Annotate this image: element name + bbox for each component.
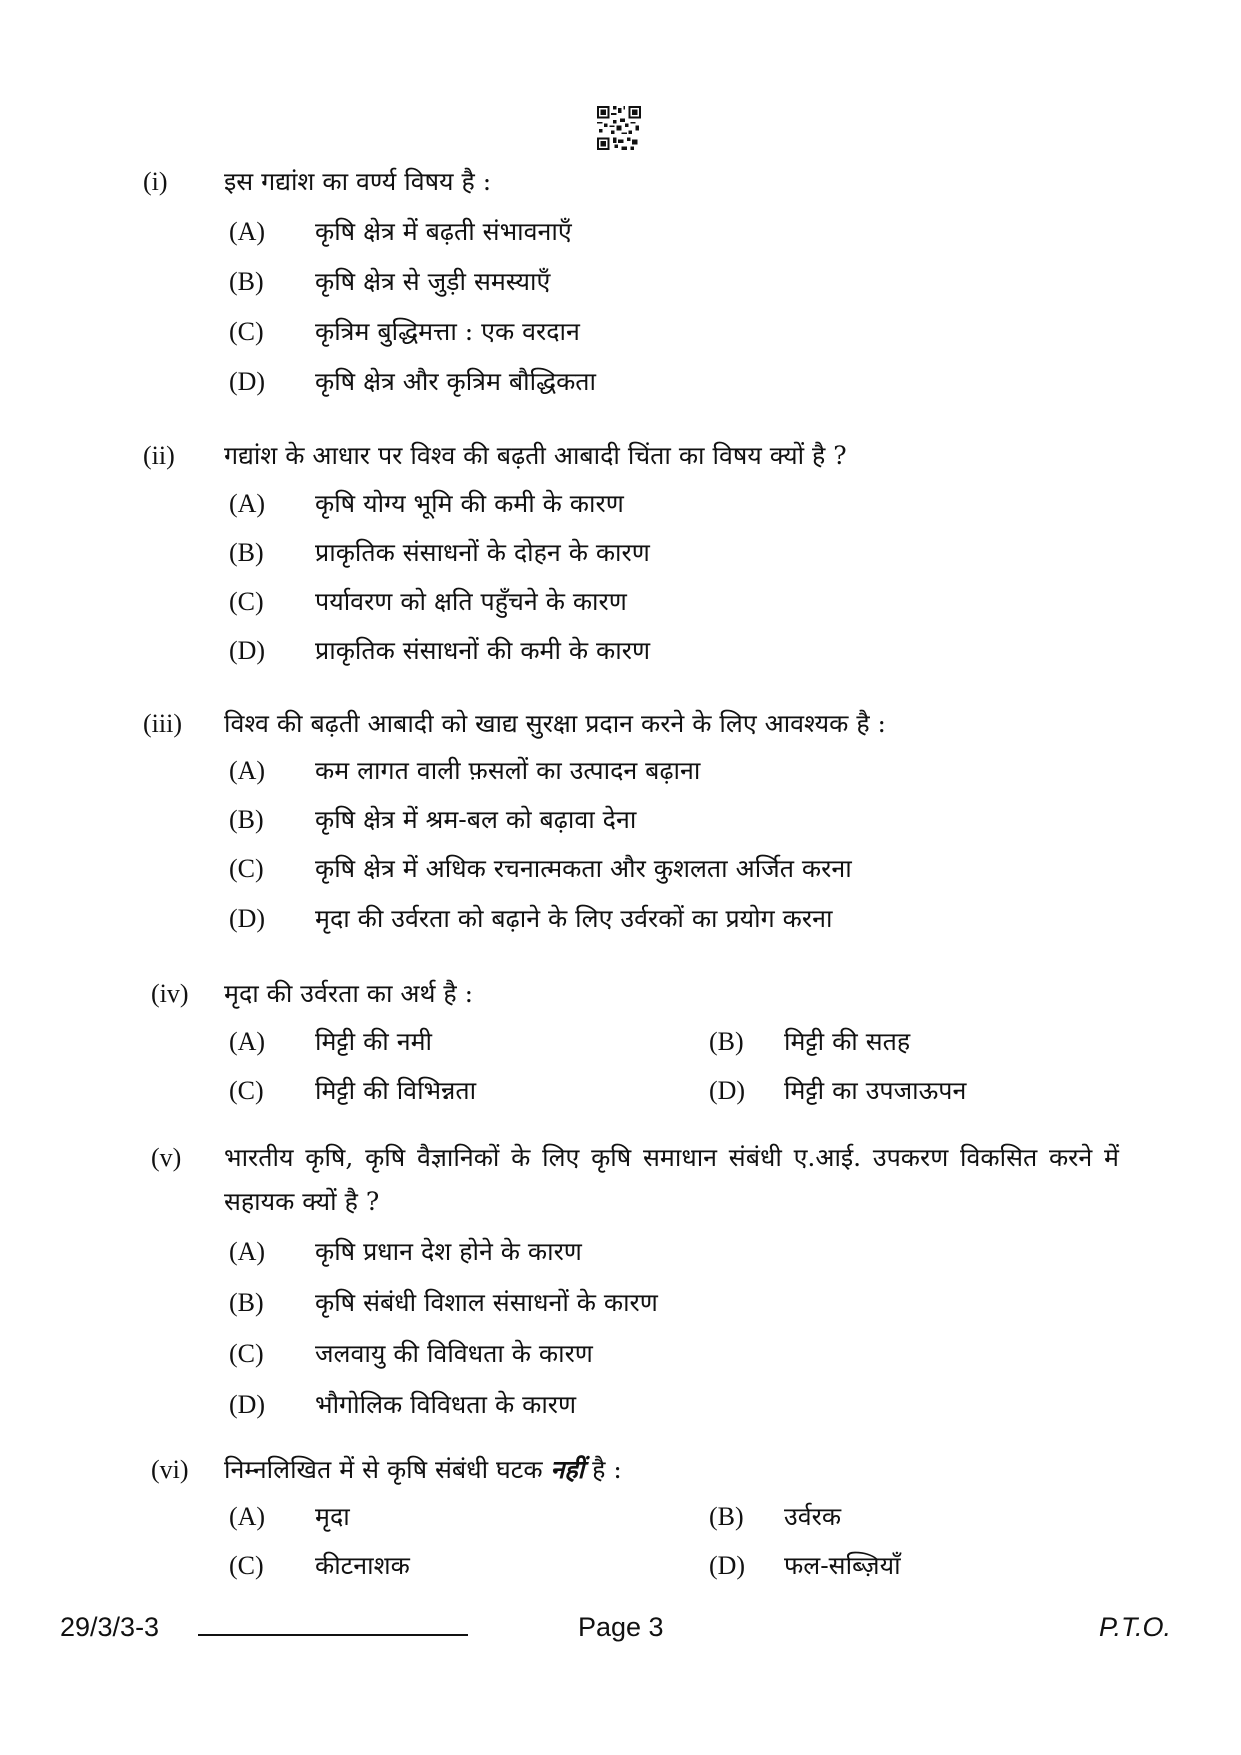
option-text: मिट्टी की सतह [784,1027,911,1056]
option-label: (B) [229,1288,264,1317]
page-number: Page 3 [578,1612,664,1642]
question-text-start: निम्नलिखित में से कृषि संबंधी घटक [224,1455,543,1484]
option-label: (B) [229,538,264,567]
option-label: (A) [229,1237,266,1266]
question-number: (iii) [143,709,182,738]
option-label: (B) [709,1502,744,1531]
option-label: (D) [229,367,266,396]
option-text: कम लागत वाली फ़सलों का उत्पादन बढ़ाना [315,756,701,785]
question-text [224,1448,1119,1492]
option-text: मिट्टी की नमी [315,1027,432,1056]
question-number: (ii) [143,441,175,470]
option-label: (D) [709,1551,746,1580]
option-text: कृषि क्षेत्र में बढ़ती संभावनाएँ [315,217,572,246]
please-turn-over: P.T.O. [1098,1612,1171,1642]
option-label: (A) [229,756,266,785]
question-number: (v) [151,1143,182,1172]
option-text: कृषि क्षेत्र से जुड़ी समस्याएँ [315,267,551,296]
option-label: (C) [229,1076,264,1105]
question-text: विश्व की बढ़ती आबादी को खाद्य सुरक्षा प्रदान करने के लिए आवश्यक है : [224,709,886,738]
page-footer [0,1612,1241,1652]
option-text: मिट्टी की विभिन्नता [315,1076,477,1105]
option-label: (A) [229,1502,266,1531]
option-text: जलवायु की विविधता के कारण [315,1339,593,1368]
option-label: (C) [229,854,264,883]
question-text: गद्यांश के आधार पर विश्व की बढ़ती आबादी चिंता का विषय क्यों है ? [224,441,847,470]
option-text: कृषि योग्य भूमि की कमी के कारण [315,489,624,518]
option-label: (D) [229,904,266,933]
question-text: मृदा की उर्वरता का अर्थ है : [224,979,474,1008]
option-text: कृषि क्षेत्र और कृत्रिम बौद्धिकता [315,367,596,396]
question-text: भारतीय कृषि, कृषि वैज्ञानिकों के लिए कृषि समाधान संबंधी ए.आई. उपकरण विकसित करने में सहायक क्यों है ? [224,1143,1119,1216]
option-label: (A) [229,217,266,246]
option-text: मिट्टी का उपजाऊपन [784,1076,967,1105]
question-text-end: है : [592,1455,622,1484]
option-label: (C) [229,1551,264,1580]
option-text: प्राकृतिक संसाधनों के दोहन के कारण [315,538,650,567]
option-label: (C) [229,587,264,616]
option-text: कृषि संबंधी विशाल संसाधनों के कारण [315,1288,658,1317]
question-text: इस गद्यांश का वर्ण्य विषय है : [224,167,492,196]
option-text: मृदा की उर्वरता को बढ़ाने के लिए उर्वरकों का प्रयोग करना [315,904,833,933]
qr-code-icon [597,106,641,150]
question-number: (i) [143,167,168,196]
option-text: कृषि प्रधान देश होने के कारण [315,1237,582,1266]
option-text: मृदा [315,1502,350,1531]
option-text: उर्वरक [784,1502,842,1531]
emphasis-word: नहीं [550,1455,585,1484]
option-text: प्राकृतिक संसाधनों की कमी के कारण [315,636,651,665]
option-text: भौगोलिक विविधता के कारण [315,1390,577,1419]
option-text: कृषि क्षेत्र में अधिक रचनात्मकता और कुशलता अर्जित करना [315,854,852,883]
paper-code: 29/3/3-3 [60,1612,160,1642]
option-label: (B) [229,805,264,834]
question-number: (vi) [151,1455,189,1484]
option-label: (C) [229,1339,264,1368]
option-text: फल-सब्ज़ियाँ [784,1551,901,1580]
option-text: कीटनाशक [315,1551,410,1580]
option-label: (D) [229,636,266,665]
option-label: (A) [229,1027,266,1056]
footer-divider [198,1634,468,1636]
option-text: कृत्रिम बुद्धिमत्ता : एक वरदान [315,317,580,346]
option-label: (C) [229,317,264,346]
option-label: (B) [709,1027,744,1056]
option-label: (B) [229,267,264,296]
option-text: कृषि क्षेत्र में श्रम-बल को बढ़ावा देना [315,805,637,834]
question-number: (iv) [151,979,189,1008]
option-label: (A) [229,489,266,518]
option-label: (D) [709,1076,746,1105]
option-label: (D) [229,1390,266,1419]
option-text: पर्यावरण को क्षति पहुँचने के कारण [315,587,627,616]
